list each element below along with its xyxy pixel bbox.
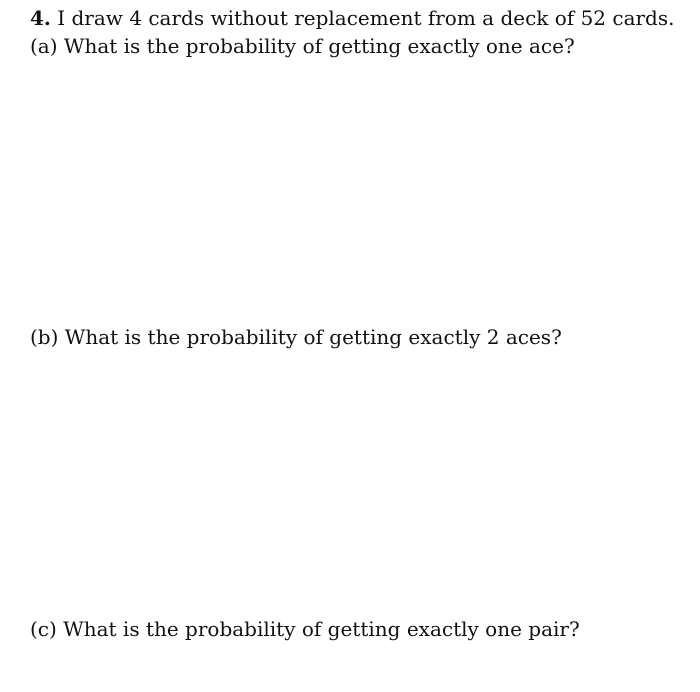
problem-intro-text: I draw 4 cards without replacement from a deck of 52 cards. <box>50 6 675 30</box>
part-b-text: What is the probability of getting exactly 2 aces? <box>58 325 562 349</box>
answer-space-a <box>30 62 670 317</box>
question-part-b <box>30 325 562 349</box>
part-a-text: What is the probability of getting exactly one ace? <box>57 34 575 58</box>
problem-number: 4. <box>30 6 51 30</box>
question-part-c <box>30 617 580 641</box>
part-b-label: (b) <box>30 325 59 349</box>
part-c-text: What is the probability of getting exactly one pair? <box>56 617 580 641</box>
part-a-label: (a) <box>30 34 58 58</box>
answer-space-b <box>30 353 670 609</box>
question-part-a <box>30 34 575 58</box>
part-c-label: (c) <box>30 617 57 641</box>
problem-statement <box>30 6 674 30</box>
